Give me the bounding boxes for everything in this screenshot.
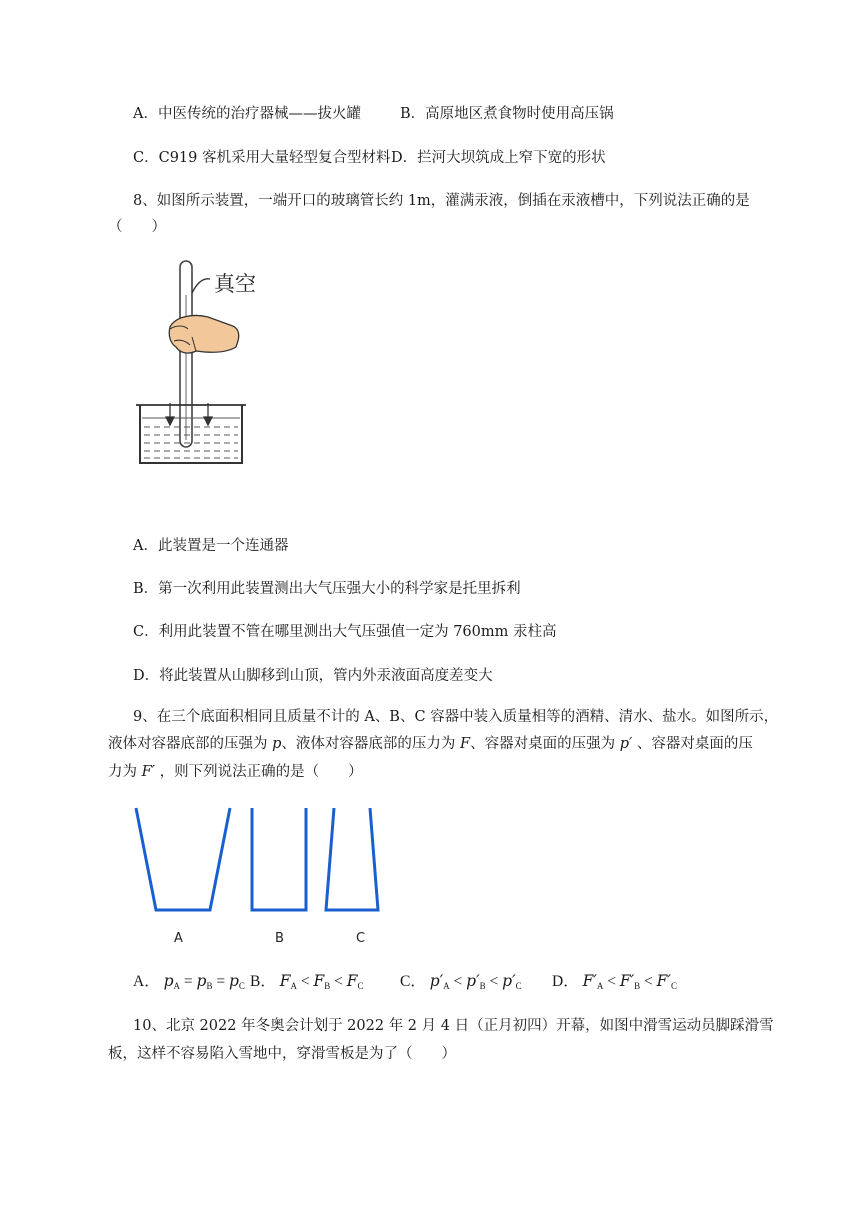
q9-option-d: D． $F'_A < F'_B < F'_C$	[552, 972, 677, 991]
q8-option-c: C．利用此装置不管在哪里测出大气压强值一定为 760mm 汞柱高	[133, 624, 557, 640]
q7-option-d: D．拦河大坝筑成上窄下宽的形状	[391, 150, 606, 166]
q9-containers-figure	[130, 800, 390, 950]
q9-stem-line1: 9、在三个底面积相同且质量不计的 A、B、C 容器中装入质量相等的酒精、清水、盐水。如图所示，	[133, 709, 779, 725]
q9-stem-line2: 液体对容器底部的压强为 p、液体对容器底部的压力为 F、容器对桌面的压强为 p′ 、容器对桌面的压	[108, 736, 753, 752]
q9-stem-line3: 力为 F′ ，则下列说法正确的是（ ）	[108, 764, 363, 780]
q8-stem-paren: （ ）	[108, 219, 166, 235]
q9-option-a: A． $p_A = p_B = p_C$	[133, 972, 245, 991]
q7-option-c: C．C919 客机采用大量轻型复合型材料	[133, 150, 391, 166]
q8-option-d: D．将此装置从山脚移到山顶，管内外汞液面高度差变大	[133, 668, 493, 684]
container-a-label: A	[174, 931, 183, 946]
hand-icon	[169, 315, 238, 353]
q7-option-b: B．高原地区煮食物时使用高压锅	[400, 106, 614, 122]
container-b	[252, 808, 306, 910]
container-a	[136, 808, 230, 910]
q8-torricelli-figure	[130, 255, 290, 470]
vacuum-label: 真空	[214, 272, 256, 296]
container-c-label: C	[356, 931, 366, 946]
q7-option-a: A．中医传统的治疗器械——拔火罐	[133, 106, 361, 122]
q8-option-b: B．第一次利用此装置测出大气压强大小的科学家是托里拆利	[133, 581, 521, 597]
q9-option-c: C． $p'_A < p'_B < p'_C$	[400, 972, 522, 991]
q10-stem-line2: 板，这样不容易陷入雪地中，穿滑雪板是为了（ ）	[108, 1046, 456, 1062]
q8-option-a: A．此装置是一个连通器	[133, 538, 289, 554]
container-c	[326, 808, 378, 910]
q8-stem: 8、如图所示装置，一端开口的玻璃管长约 1m，灌满汞液，倒插在汞液槽中，下列说法正确的是	[133, 193, 750, 209]
container-b-label: B	[275, 931, 284, 946]
q9-option-b: B． $F_A < F_B < F_C$	[250, 972, 364, 991]
q10-stem-line1: 10、北京 2022 年冬奥会计划于 2022 年 2 月 4 日（正月初四）开幕，如图中滑雪运动员脚踩滑雪	[133, 1018, 774, 1034]
